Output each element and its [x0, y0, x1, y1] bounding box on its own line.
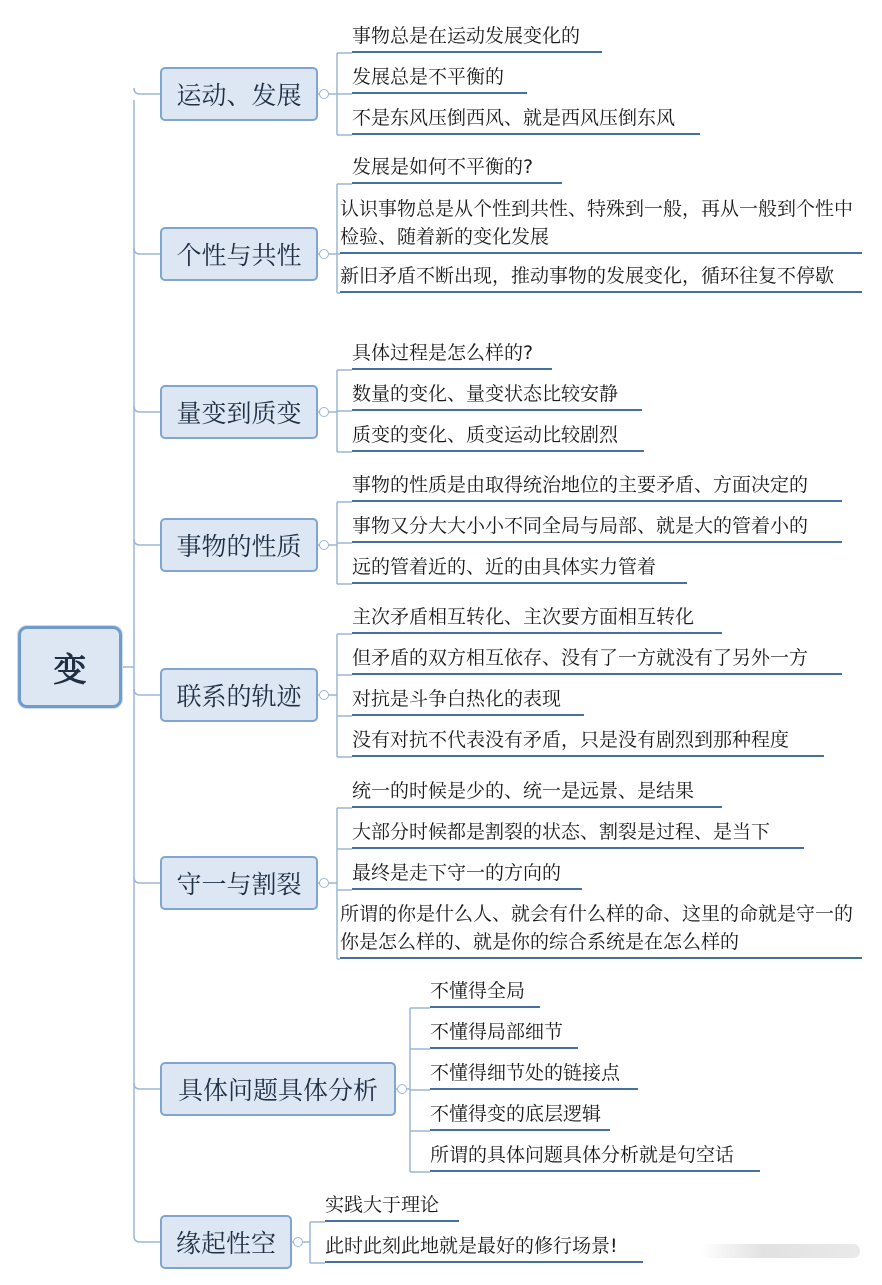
topic-node[interactable]: 个性与共性	[160, 227, 318, 281]
topic-node[interactable]: 具体问题具体分析	[160, 1062, 396, 1116]
leaf-node[interactable]: 远的管着近的、近的由具体实力管着	[352, 553, 687, 584]
leaf-node[interactable]: 不是东风压倒西风、就是西风压倒东风	[352, 104, 700, 135]
leaf-node[interactable]: 不懂得细节处的链接点	[430, 1059, 638, 1090]
collapse-toggle-icon[interactable]	[319, 540, 329, 550]
leaf-node[interactable]: 最终是走下守一的方向的	[352, 859, 582, 890]
branch-connector	[134, 248, 160, 254]
collapse-toggle-icon[interactable]	[319, 89, 329, 99]
leaf-node[interactable]: 不懂得变的底层逻辑	[430, 1100, 610, 1131]
topic-node[interactable]: 联系的轨迹	[160, 668, 318, 722]
leaf-node[interactable]: 所谓的你是什么人、就会有什么样的命、这里的命就是守一的你是怎么样的、就是你的综合系统是在怎么样的	[340, 900, 862, 959]
watermark-logo	[700, 1244, 860, 1258]
leaf-node[interactable]: 事物又分大大小小不同全局与局部、就是大的管着小的	[352, 512, 842, 543]
branch-connector	[134, 88, 160, 94]
leaf-node[interactable]: 不懂得局部细节	[430, 1018, 578, 1049]
branch-connector	[134, 877, 160, 883]
leaf-node[interactable]: 大部分时候都是割裂的状态、割裂是过程、是当下	[352, 818, 804, 849]
collapse-toggle-icon[interactable]	[397, 1084, 407, 1094]
collapse-toggle-icon[interactable]	[319, 407, 329, 417]
branch-connector	[134, 689, 160, 695]
leaf-node[interactable]: 发展总是不平衡的	[352, 63, 527, 94]
root-node[interactable]: 变	[18, 626, 122, 708]
collapse-toggle-icon[interactable]	[293, 1237, 303, 1247]
topic-node[interactable]: 守一与割裂	[160, 856, 318, 910]
leaf-node[interactable]: 具体过程是怎么样的?	[352, 339, 552, 370]
branch-connector	[134, 539, 160, 545]
topic-node[interactable]: 缘起性空	[160, 1215, 292, 1269]
leaf-node[interactable]: 不懂得全局	[430, 977, 540, 1008]
leaf-node[interactable]: 发展是如何不平衡的?	[352, 153, 562, 184]
leaf-node[interactable]: 质变的变化、质变运动比较剧烈	[352, 421, 644, 452]
leaf-node[interactable]: 新旧矛盾不断出现，推动事物的发展变化，循环往复不停歇	[340, 262, 862, 293]
branch-connector	[134, 406, 160, 412]
collapse-toggle-icon[interactable]	[319, 690, 329, 700]
topic-node[interactable]: 运动、发展	[160, 67, 318, 121]
leaf-node[interactable]: 对抗是斗争白热化的表现	[352, 685, 584, 716]
topic-node[interactable]: 事物的性质	[160, 518, 318, 572]
leaf-node[interactable]: 数量的变化、量变状态比较安静	[352, 380, 642, 411]
leaf-node[interactable]: 但矛盾的双方相互依存、没有了一方就没有了另外一方	[352, 644, 842, 675]
leaf-node[interactable]: 实践大于理论	[325, 1191, 459, 1222]
branch-connector	[134, 1236, 160, 1242]
leaf-node[interactable]: 此时此刻此地就是最好的修行场景!	[325, 1232, 643, 1263]
leaf-node[interactable]: 认识事物总是从个性到共性、特殊到一般，再从一般到个性中检验、随着新的变化发展	[340, 195, 862, 254]
leaf-node[interactable]: 事物总是在运动发展变化的	[352, 22, 602, 53]
topic-node[interactable]: 量变到质变	[160, 385, 318, 439]
leaf-node[interactable]: 统一的时候是少的、统一是远景、是结果	[352, 777, 722, 808]
leaf-node[interactable]: 事物的性质是由取得统治地位的主要矛盾、方面决定的	[352, 471, 842, 502]
collapse-toggle-icon[interactable]	[319, 878, 329, 888]
collapse-toggle-icon[interactable]	[319, 249, 329, 259]
leaf-node[interactable]: 没有对抗不代表没有矛盾，只是没有剧烈到那种程度	[352, 726, 824, 757]
branch-connector	[134, 1083, 160, 1089]
leaf-node[interactable]: 所谓的具体问题具体分析就是句空话	[430, 1141, 760, 1172]
leaf-node[interactable]: 主次矛盾相互转化、主次要方面相互转化	[352, 603, 722, 634]
